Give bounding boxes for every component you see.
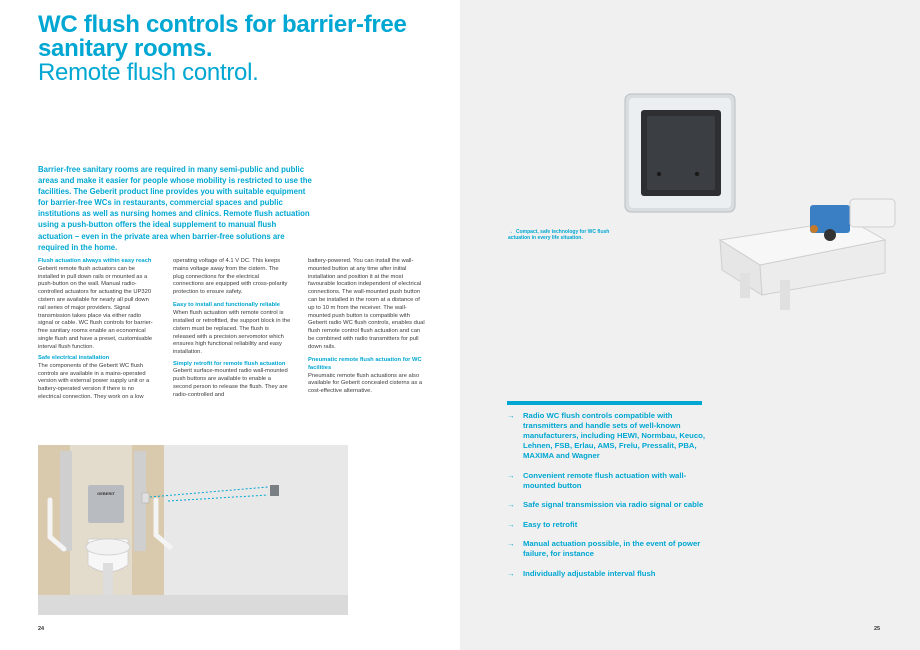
cistern-actuator-module-image <box>700 185 900 335</box>
feature-list <box>507 411 707 588</box>
arrow-right-icon: → <box>507 500 515 509</box>
arrow-right-icon: → <box>507 568 515 578</box>
arrow-right-icon: → <box>507 519 515 529</box>
list-item: → Manual actuation possible, in the event of power failure, for instance <box>507 539 701 558</box>
page-subtitle: Remote flush control. <box>38 59 259 86</box>
caption-text: Compact, safe technology for WC flush actuation in every life situation. <box>508 229 610 241</box>
paragraph: Geberit surface-mounted radio wall-mounted push buttons are available to enable a second person to release the flush. They are radio-controlled and <box>173 368 288 398</box>
paragraph: operating voltage of 4.1 V DC. This keeps mains voltage away from the cistern. The plug connections for the electrical connections are equipped with cross-polarity protection to ensure safety. <box>173 258 288 296</box>
heading-easy-install: Easy to install and functionally reliable <box>173 302 280 309</box>
paragraph: battery-powered. You can install the wall-mounted button at any time after initial installation and position it at the most favourable location independent of electrical connections. The wall-mounted push button can be installed in the room at a distance of up to 10 m from the receiver. The wall-mounted push button is compatible with Geberit radio WC flush controls, enables dual flush remote control flush actuation and can be combined with radio transmitters for pull down rails. <box>308 258 425 350</box>
illustration-brand-label: GEBERIT <box>97 491 115 496</box>
page-title-line-1: WC flush controls for barrier-free <box>38 11 407 38</box>
list-item: → Radio WC flush controls compatible with transmitters and handle sets of well-known manufacturers, including HEWI, Normbau, Keuco, Lehnen, FSB, Erlau, AMS, Frelu, Pressalit, PBA, MAXIMA and Wagner <box>507 411 705 460</box>
heading-flush-actuation: Flush actuation always within easy reach <box>38 258 152 264</box>
paragraph: The components of the Geberit WC flush controls are available in a mains-operated version with external power supply unit or a battery-operated version if there is no electrical connection. They work on a low <box>38 362 150 401</box>
page-title-line-2: sanitary rooms. <box>38 35 213 62</box>
image-caption <box>508 229 628 241</box>
paragraph: Geberit remote flush actuators can be installed in pull down rails or mounted as a push-button on the wall. Manual radio-controlled actuators for actuating the UP320 cistern are available for nearly all pull down rail series of major providers. Signal transmission takes place via either radio signal or cable. WC flush controls for barrier-free sanitary rooms enable an economical single flush and have a preset, customisable interval flush function. <box>38 265 153 350</box>
intro-paragraph: Barrier-free sanitary rooms are required in many semi-public and public areas and make it easier for people whose mobility is restricted to use the facilities. The Geberit product line provides you with suitable equipment for barrier-free WCs in restaurants, commercial spaces and public institutions as well as nursing homes and clinics. Remote flush actuation using a push-button offers the ideal supplement to manual flush actuation – even in the private area when barrier-free solutions are required in the home. <box>38 165 312 252</box>
heading-safe-electrical: Safe electrical installation <box>38 355 110 362</box>
feature-list-divider <box>507 401 702 405</box>
list-item: → Convenient remote flush actuation with wall-mounted button <box>507 470 687 490</box>
arrow-right-icon: → <box>508 229 513 235</box>
arrow-right-icon: → <box>507 470 515 480</box>
text-column-2 <box>173 258 291 400</box>
heading-pneumatic: Pneumatic remote flush actuation for WC facilities <box>308 357 422 371</box>
list-item: → Individually adjustable interval flush <box>507 568 656 578</box>
paragraph: When flush actuation with remote control is installed or retrofitted, the support block in the cistern must be replaced. The flush is released with a precision servomotor which ensures high functional reliability and easy installation. <box>173 310 291 356</box>
text-column-1 <box>38 258 156 402</box>
page-number: 25 <box>874 626 881 632</box>
arrow-right-icon: → <box>507 539 515 548</box>
heading-retrofit: Simply retrofit for remote flush actuation <box>173 360 286 367</box>
page-number: 24 <box>38 626 45 632</box>
bathroom-illustration <box>38 445 348 615</box>
list-item: → Safe signal transmission via radio signal or cable <box>507 500 704 509</box>
list-item: → Easy to retrofit <box>507 519 578 529</box>
arrow-right-icon: → <box>507 411 515 420</box>
text-column-3 <box>308 258 426 396</box>
paragraph: Pneumatic remote flush actuations are also available for Geberit concealed cisterns as a cost-effective alternative. <box>308 372 423 395</box>
